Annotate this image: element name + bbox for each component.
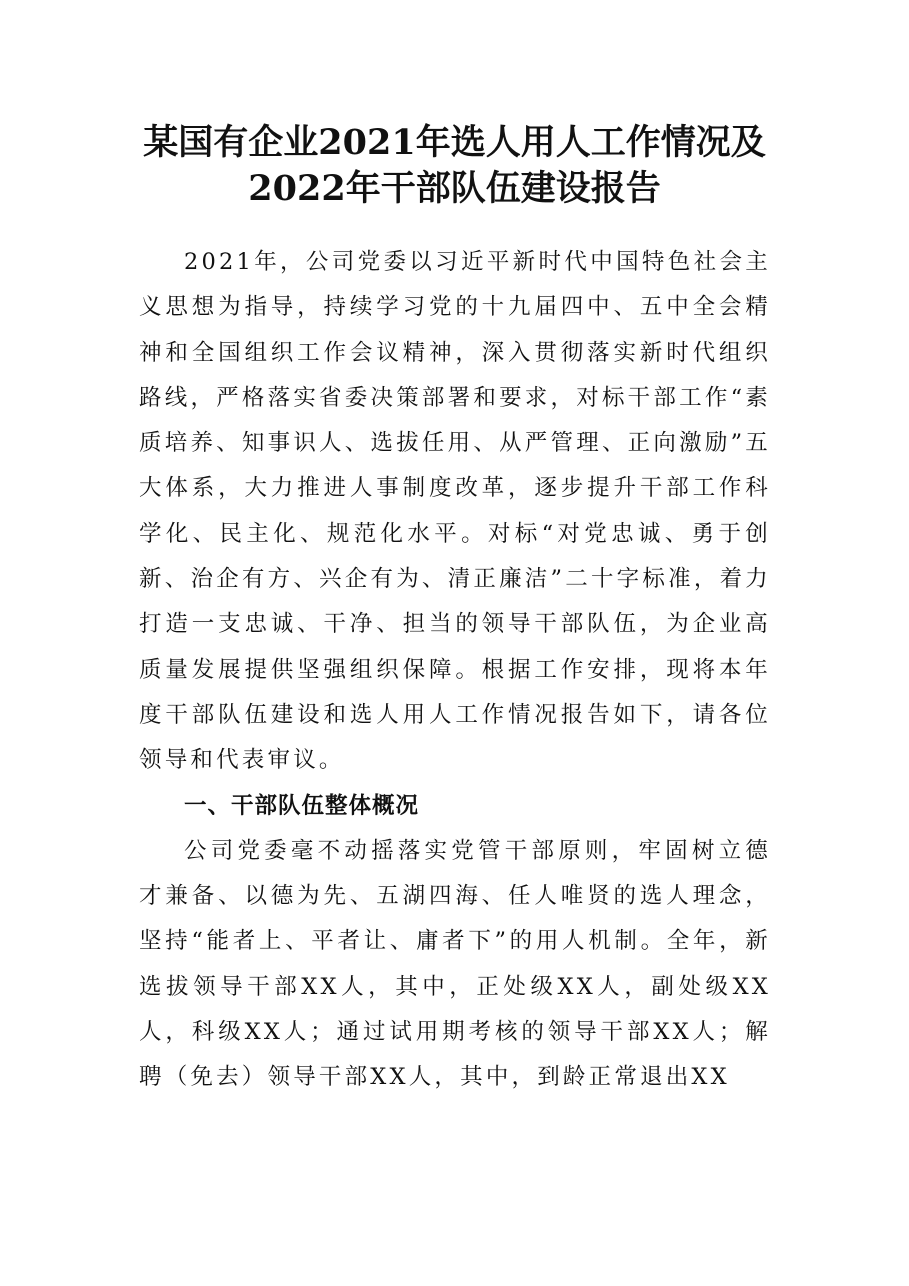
section-heading-overview: 一、干部队伍整体概况 <box>184 792 420 819</box>
document-title-line1: 某国有企业2021年选人用人工作情况及 <box>143 122 766 163</box>
document-title-line2: 2022年干部队伍建设报告 <box>248 168 661 209</box>
paragraph-intro: 2021年，公司党委以习近平新时代中国特色社会主义思想为指导，持续学习党的十九届四中、五中全会精神和全国组织工作会议精神，深入贯彻落实新时代组织路线，严格落实省委决策部署和要求，对标干部工作“素质培养、知事识人、选拔任用、从严管理、正向激励”五大体系，大力推进人事制度改革，逐步提升干部工作科学化、民主化、规范化水平。对标“对党忠诚、勇于创新、治企有方、兴企有为、清正廉洁”二十字标准，着力打造一支忠诚、干净、担当的领导干部队伍，为企业高质量发展提供坚强组织保障。根据工作安排，现将本年度干部队伍建设和选人用人工作情况报告如下，请各位领导和代表审议。 <box>139 249 771 774</box>
document-body <box>139 240 771 1101</box>
paragraph-overview: 公司党委毫不动摇落实党管干部原则，牢固树立德才兼备、以德为先、五湖四海、任人唯贤的选人理念，坚持“能者上、平者让、庸者下”的用人机制。全年，新选拔领导干部XX人，其中，正处级XX人，副处级XX人，科级XX人；通过试用期考核的领导干部XX人；解聘（免去）领导干部XX人，其中，到龄正常退出XX <box>139 837 771 1091</box>
